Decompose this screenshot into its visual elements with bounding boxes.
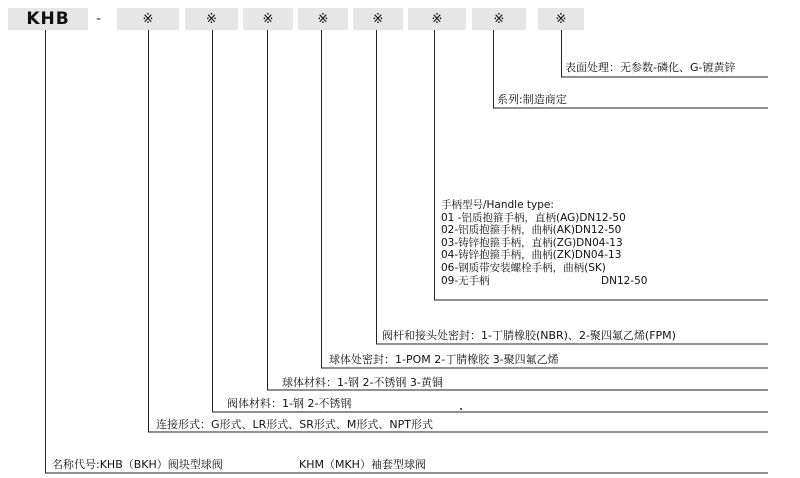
model-prefix: KHB	[26, 9, 70, 29]
handle-item-01	[441, 212, 626, 225]
handle-item-text: 09-无手柄	[441, 274, 490, 287]
label-ball-seal: 球体处密封：1-POM 2-丁腈橡胶 3-聚四氟乙烯	[329, 353, 559, 366]
label-body-material: 阀体材料：1-钢 2-不锈钢	[227, 397, 352, 410]
label-series: 系列:制造商定	[497, 93, 567, 106]
separator-dash: -	[96, 11, 102, 27]
placeholder-mark: ※	[142, 11, 154, 27]
placeholder-mark: ※	[555, 11, 567, 27]
handle-item-text: 06-钢质带安装螺栓手柄，曲柄(SK)	[441, 261, 606, 274]
handle-item-06	[441, 262, 626, 275]
label-stem-seal: 阀杆和接头处密封：1-丁腈橡胶(NBR)、2-聚四氟乙烯(FPM)	[382, 329, 676, 342]
placeholder-mark: ※	[372, 11, 384, 27]
handle-item-09	[441, 274, 648, 288]
label-name-code-1: 名称代号:KHB（BKH）阀块型球阀	[52, 458, 223, 471]
label-connection: 连接形式：G形式、LR形式、SR形式、M形式、NPT形式	[156, 418, 433, 431]
handle-item-02	[441, 224, 626, 237]
placeholder-mark: ※	[493, 11, 505, 27]
label-surface-treatment: 表面处理：无参数-磷化、G-镀黄锌	[565, 61, 736, 74]
connector-name-code	[46, 30, 769, 473]
label-name-code-2: KHM（MKH）袖套型球阀	[299, 458, 426, 471]
handle-item-text: 03-铸锌抱箍手柄，直柄(ZG)DN04-13	[441, 236, 623, 249]
handle-item-04	[441, 249, 626, 262]
handle-item-03	[441, 237, 626, 250]
label-ball-material: 球体材料：1-钢 2-不锈钢 3-黄铜	[282, 376, 443, 389]
handle-item-dn: DN12-50	[601, 274, 648, 287]
placeholder-mark: ※	[206, 11, 217, 27]
placeholder-mark: ※	[317, 11, 329, 27]
handle-title: 手柄型号/Handle type:	[441, 199, 554, 211]
handle-item-text: 01 -铝质抱箍手柄，直柄(AG)DN12-50	[441, 211, 626, 224]
handle-item-text: 04-铸锌抱箍手柄，曲柄(ZK)DN04-13	[441, 249, 622, 262]
placeholder-mark: ※	[431, 11, 443, 27]
placeholder-mark: ※	[262, 11, 274, 27]
stray-dot	[460, 408, 462, 410]
handle-item-text: 02-铝质抱箍手柄，曲柄(AK)DN12-50	[441, 224, 622, 237]
handle-type-list	[441, 199, 648, 287]
